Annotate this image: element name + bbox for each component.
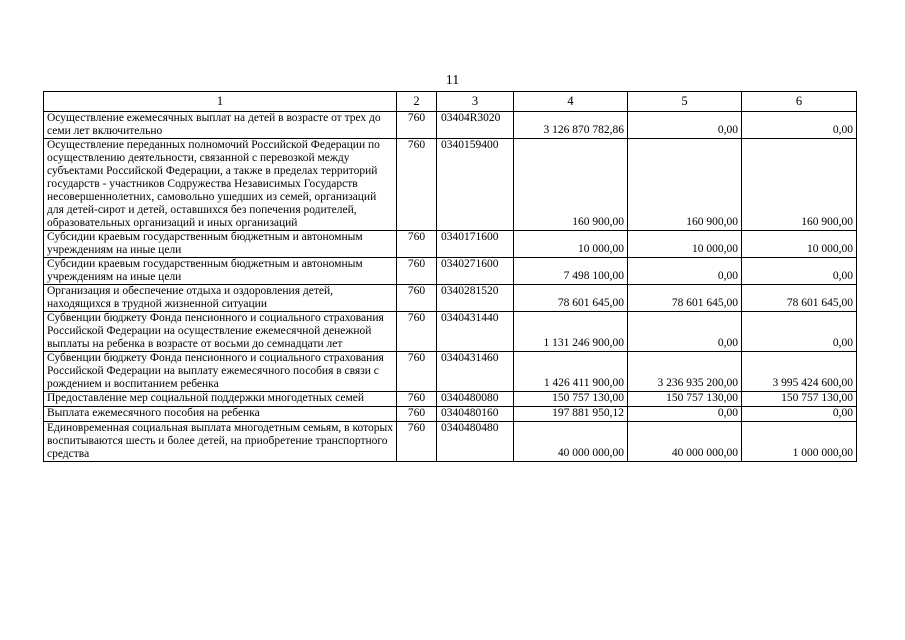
row-value-col5: 0,00 <box>628 258 742 285</box>
column-header: 4 <box>514 92 628 112</box>
row-name: Организация и обеспечение отдыха и оздоровления детей, находящихся в трудной жизненной ситуации <box>44 285 397 312</box>
row-kbk: 760 <box>397 352 437 392</box>
row-value-col6: 0,00 <box>742 258 857 285</box>
row-kbk: 760 <box>397 258 437 285</box>
page-number: 11 <box>445 73 460 88</box>
row-value-col4: 40 000 000,00 <box>514 422 628 462</box>
row-name: Единовременная социальная выплата многодетным семьям, в которых воспитываются шесть и более детей, на приобретение транспортного средства <box>44 422 397 462</box>
row-code: 0340271600 <box>437 258 514 285</box>
row-value-col5: 40 000 000,00 <box>628 422 742 462</box>
row-name: Предоставление мер социальной поддержки многодетных семей <box>44 392 397 407</box>
row-code: 03404R3020 <box>437 112 514 139</box>
column-header: 1 <box>44 92 397 112</box>
row-code: 0340171600 <box>437 231 514 258</box>
table-row <box>44 392 857 407</box>
row-value-col5: 0,00 <box>628 312 742 352</box>
row-code: 0340480080 <box>437 392 514 407</box>
row-name: Субвенции бюджету Фонда пенсионного и социального страхования Российской Федерации на выплату ежемесячного пособия в связи с рождением и воспитанием ребенка <box>44 352 397 392</box>
row-value-col6: 0,00 <box>742 312 857 352</box>
column-header: 3 <box>437 92 514 112</box>
row-kbk: 760 <box>397 422 437 462</box>
budget-table <box>43 91 857 462</box>
table-row <box>44 258 857 285</box>
row-value-col5: 3 236 935 200,00 <box>628 352 742 392</box>
row-value-col4: 197 881 950,12 <box>514 407 628 422</box>
row-code: 0340159400 <box>437 139 514 231</box>
column-header: 6 <box>742 92 857 112</box>
table-row <box>44 231 857 258</box>
row-code: 0340480480 <box>437 422 514 462</box>
row-value-col5: 150 757 130,00 <box>628 392 742 407</box>
row-value-col4: 1 426 411 900,00 <box>514 352 628 392</box>
row-name: Субсидии краевым государственным бюджетным и автономным учреждениям на иные цели <box>44 231 397 258</box>
row-name: Осуществление ежемесячных выплат на детей в возрасте от трех до семи лет включительно <box>44 112 397 139</box>
row-name: Выплата ежемесячного пособия на ребенка <box>44 407 397 422</box>
row-value-col4: 150 757 130,00 <box>514 392 628 407</box>
row-value-col5: 0,00 <box>628 112 742 139</box>
table-row <box>44 139 857 231</box>
row-value-col4: 160 900,00 <box>514 139 628 231</box>
table-row <box>44 112 857 139</box>
row-value-col6: 10 000,00 <box>742 231 857 258</box>
row-value-col4: 1 131 246 900,00 <box>514 312 628 352</box>
row-kbk: 760 <box>397 392 437 407</box>
row-name: Осуществление переданных полномочий Российской Федерации по осуществлению деятельности, связанной с перевозкой между субъектами Российской Федерации, а также в пределах территорий государств - участников Содружества Независимых Государств несовершеннолетних, самовольно ушедших из семей, организаций для детей-сирот и детей, оставшихся без попечения родителей, образовательных организаций и иных организаций <box>44 139 397 231</box>
row-kbk: 760 <box>397 312 437 352</box>
row-value-col6: 160 900,00 <box>742 139 857 231</box>
row-value-col6: 0,00 <box>742 407 857 422</box>
row-code: 0340431460 <box>437 352 514 392</box>
table-row <box>44 312 857 352</box>
row-value-col5: 10 000,00 <box>628 231 742 258</box>
row-value-col5: 160 900,00 <box>628 139 742 231</box>
table-row <box>44 352 857 392</box>
row-code: 0340281520 <box>437 285 514 312</box>
row-value-col4: 7 498 100,00 <box>514 258 628 285</box>
row-kbk: 760 <box>397 139 437 231</box>
row-code: 0340480160 <box>437 407 514 422</box>
row-name: Субвенции бюджету Фонда пенсионного и социального страхования Российской Федерации на осуществление ежемесячной денежной выплаты на ребенка в возрасте от восьми до семнадцати лет <box>44 312 397 352</box>
column-header: 2 <box>397 92 437 112</box>
row-value-col4: 3 126 870 782,86 <box>514 112 628 139</box>
row-value-col5: 78 601 645,00 <box>628 285 742 312</box>
row-value-col5: 0,00 <box>628 407 742 422</box>
table-row <box>44 285 857 312</box>
row-kbk: 760 <box>397 407 437 422</box>
row-value-col6: 3 995 424 600,00 <box>742 352 857 392</box>
row-value-col4: 78 601 645,00 <box>514 285 628 312</box>
row-code: 0340431440 <box>437 312 514 352</box>
row-value-col6: 0,00 <box>742 112 857 139</box>
column-header: 5 <box>628 92 742 112</box>
row-name: Субсидии краевым государственным бюджетным и автономным учреждениям на иные цели <box>44 258 397 285</box>
table-header-row <box>44 92 857 112</box>
row-kbk: 760 <box>397 285 437 312</box>
row-value-col6: 78 601 645,00 <box>742 285 857 312</box>
table-row <box>44 422 857 462</box>
row-value-col6: 150 757 130,00 <box>742 392 857 407</box>
table-row <box>44 407 857 422</box>
row-value-col4: 10 000,00 <box>514 231 628 258</box>
row-kbk: 760 <box>397 112 437 139</box>
row-value-col6: 1 000 000,00 <box>742 422 857 462</box>
row-kbk: 760 <box>397 231 437 258</box>
